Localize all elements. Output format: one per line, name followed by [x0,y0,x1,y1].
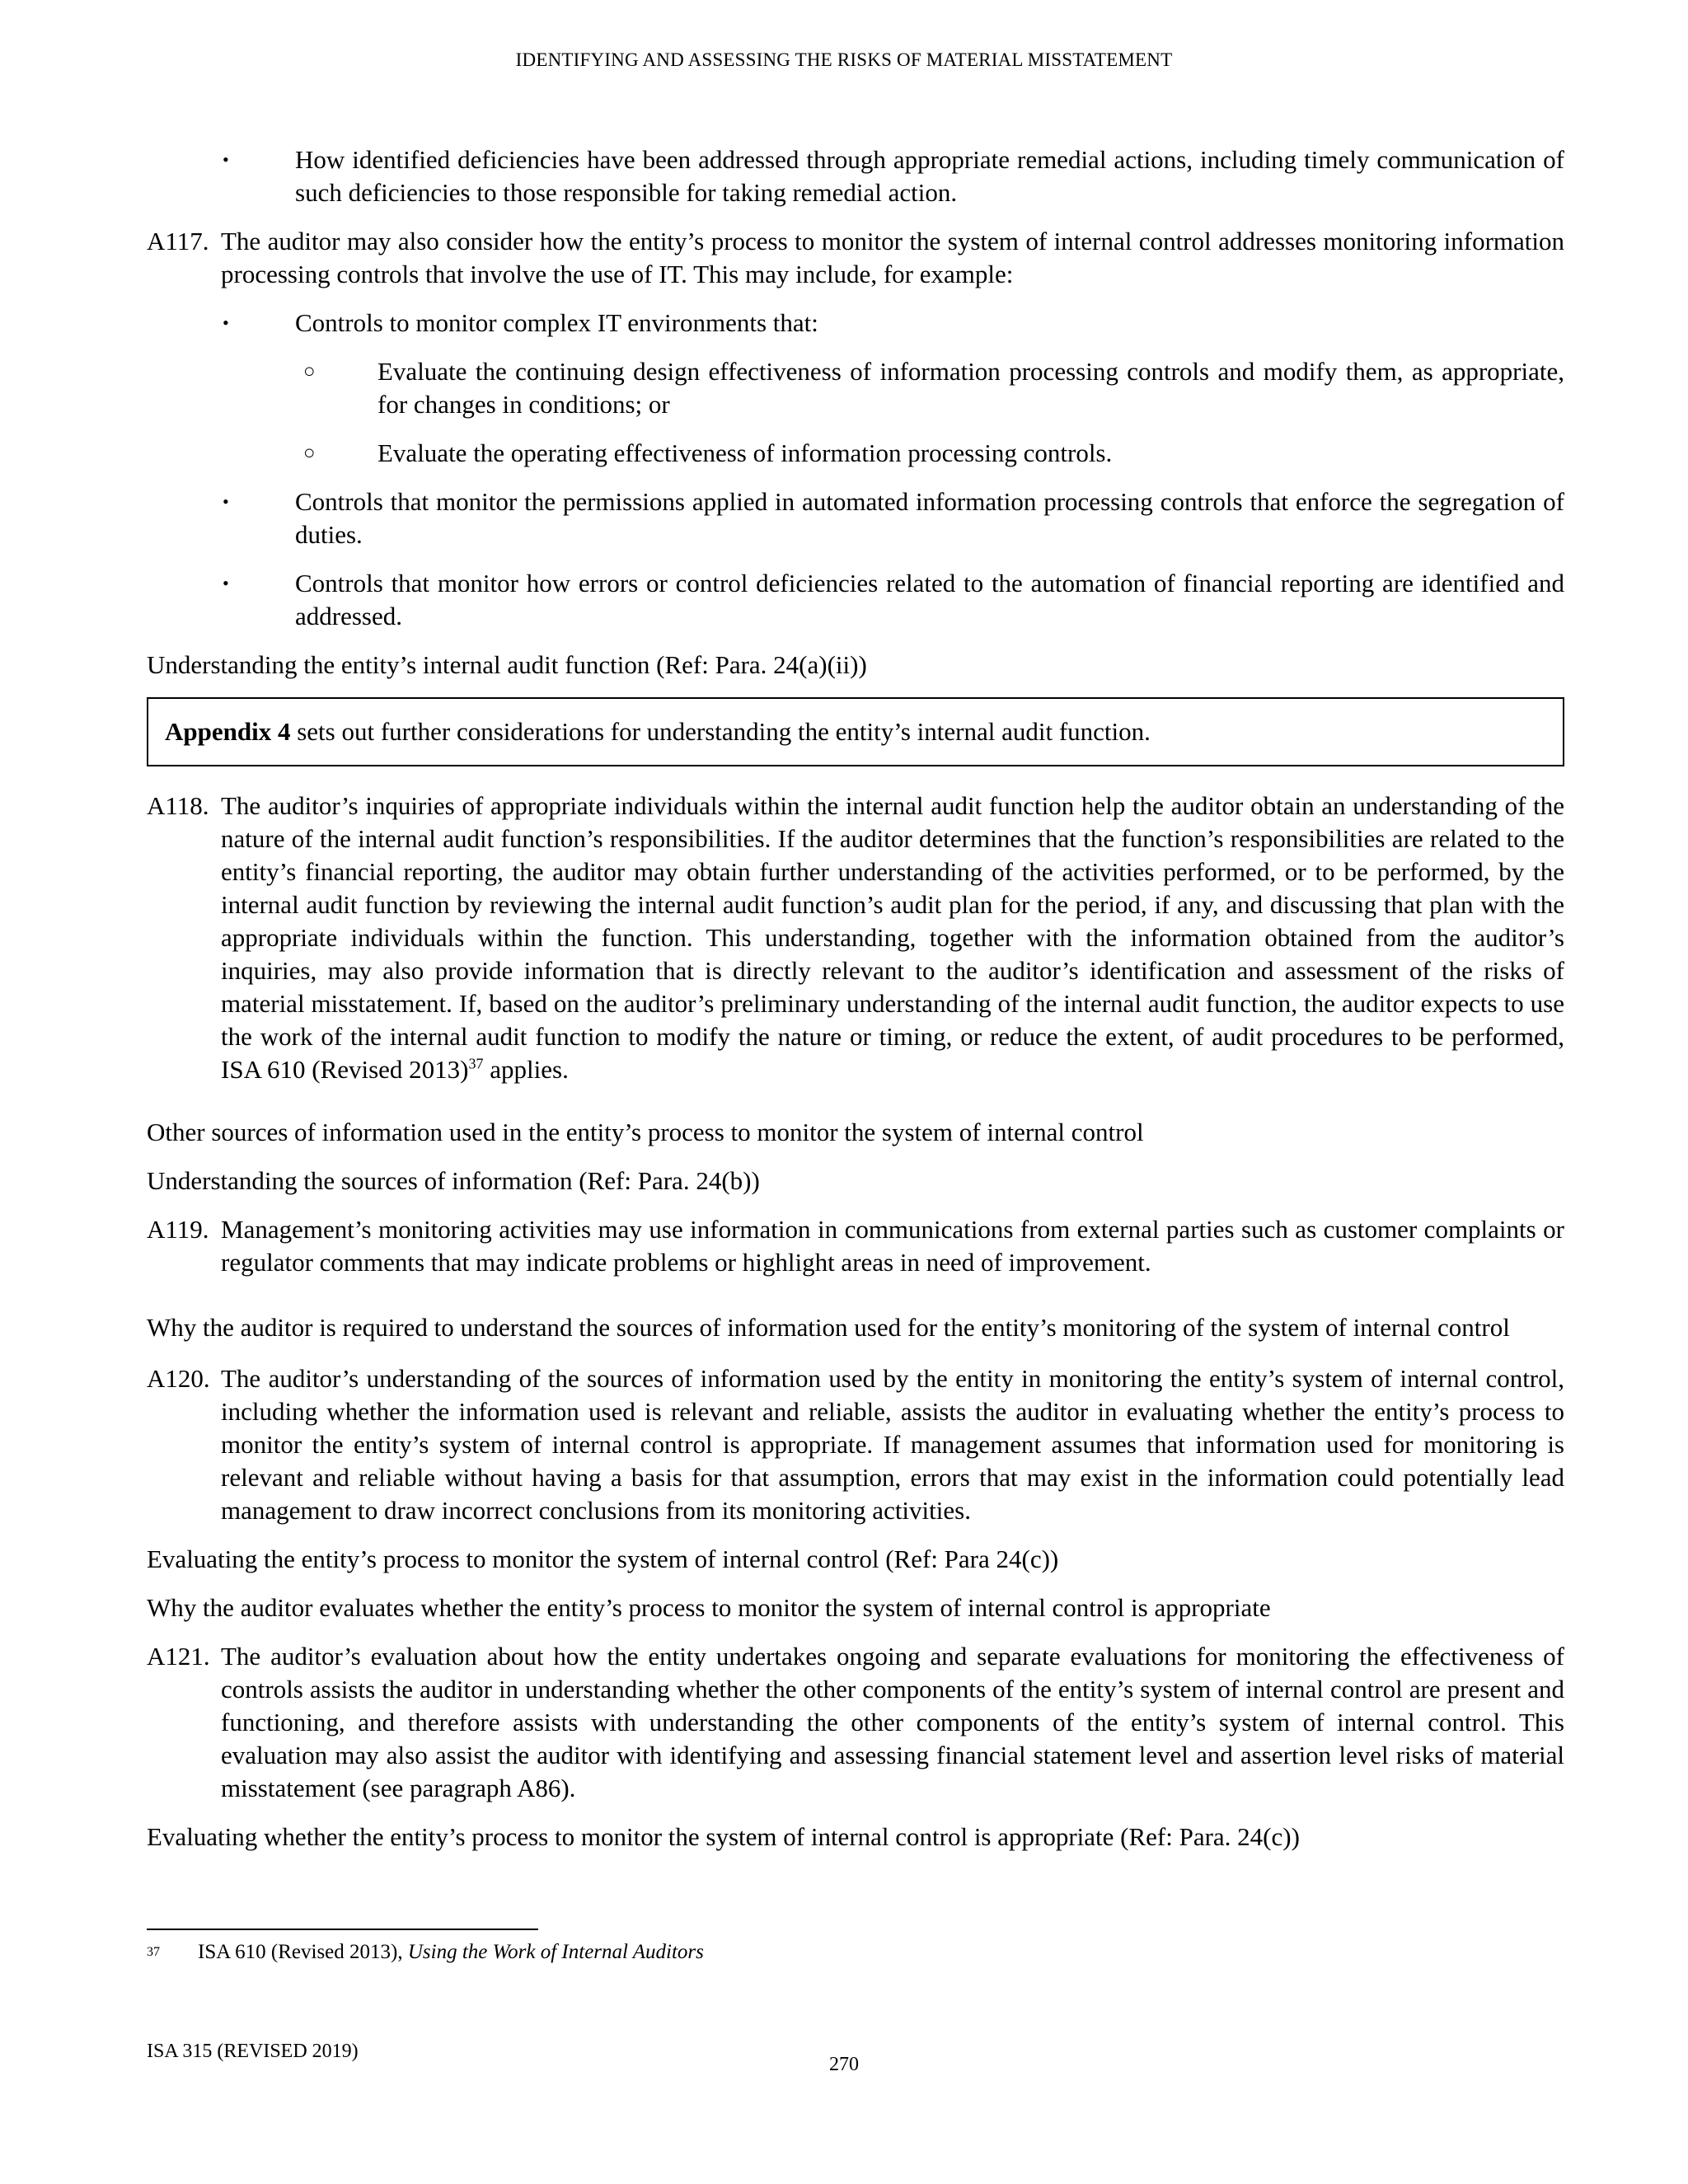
list-item [147,485,1564,551]
list-item-text: Controls that monitor the permissions applied in automated information processing controls that enforce the segregation of duties. [295,487,1564,549]
paragraph-text: Management’s monitoring activities may use information in communications from external parties such as customer complaints or regulator comments that may indicate problems or highlight areas in need of improvement. [221,1215,1564,1277]
section-heading: Understanding the entity’s internal audit function (Ref: Para. 24(a)(ii)) [147,650,867,679]
sub-list-item-text: Evaluate the operating effectiveness of information processing controls. [377,438,1113,467]
paragraph-a121 [147,1640,1564,1805]
footnote-reference[interactable]: 37 [468,1055,484,1072]
paragraph-text: The auditor’s evaluation about how the entity undertakes ongoing and separate evaluations for monitoring the effectiveness of controls assists the auditor in understanding whether the other components of the entity’s system of internal control are present and functioning, and therefore assists with understanding the other components of the entity’s system of internal control. This evaluation may also assist the auditor with identifying and assessing financial statement level and assertion level risks of material misstatement (see paragraph A86). [221,1642,1564,1802]
paragraph-text-end: applies. [483,1055,569,1084]
paragraph-a117 [147,225,1564,291]
bullet-icon: • [223,491,229,512]
footnote-number: 37 [147,1945,160,1959]
page-number: 270 [829,2054,859,2075]
footnote-divider [147,1929,538,1930]
paragraph-number: A118. [147,791,209,820]
footnote-text: ISA 610 (Revised 2013), [198,1941,408,1963]
paragraph-number: A117. [147,227,209,255]
appendix-callout-box [147,697,1564,766]
subsection-heading: Why the auditor evaluates whether the entity’s process to monitor the system of internal control is appropriate [147,1593,1271,1622]
section-heading: Other sources of information used in the entity’s process to monitor the system of internal control [147,1118,1144,1146]
subsection-heading: Why the auditor is required to understand the sources of information used for the entity’s monitoring of the system of internal control [147,1313,1510,1342]
paragraph-a119 [147,1213,1564,1279]
list-item [147,143,1564,209]
paragraph-number: A121. [147,1642,210,1671]
list-item [147,307,1564,340]
footnote [147,1938,704,1966]
circle-bullet-icon: ○ [303,443,316,464]
list-item-text: How identified deficiencies have been addressed through appropriate remedial actions, including timely communication of such deficiencies to those responsible for taking remedial action. [295,145,1564,207]
paragraph-number: A120. [147,1364,210,1393]
sub-list-item-text: Evaluate the continuing design effectiveness of information processing controls and modify them, as appropriate, for changes in conditions; or [377,357,1564,419]
paragraph-text: The auditor’s understanding of the sources of information used by the entity in monitoring the entity’s system of internal control, including whether the information used is relevant and reliable, assists the auditor in evaluating whether the entity’s process to monitor the entity’s system of internal control is appropriate. If management assumes that information used for monitoring is relevant and reliable without having a basis for that assumption, errors that may exist in the information could potentially lead management to draw incorrect conclusions from its monitoring activities. [221,1364,1564,1525]
paragraph-a120 [147,1362,1564,1527]
list-item-text: Controls to monitor complex IT environments that: [295,308,818,337]
callout-text: sets out further considerations for understanding the entity’s internal audit function. [290,717,1151,746]
sub-list-item [147,437,1564,470]
circle-bullet-icon: ○ [303,361,316,382]
subsection-heading: Evaluating whether the entity’s process to monitor the system of internal control is appropriate (Ref: Para. 24(c)) [147,1822,1300,1851]
footer-standard: ISA 315 (REVISED 2019) [147,2041,359,2062]
sub-list-item [147,355,1564,421]
list-item [147,567,1564,633]
page-body [147,143,1564,1869]
appendix-link[interactable]: Appendix 4 [165,717,291,746]
list-item-text: Controls that monitor how errors or control deficiencies related to the automation of financial reporting are identified and addressed. [295,569,1564,630]
paragraph-number: A119. [147,1215,209,1244]
bullet-icon: • [223,149,229,170]
subsection-heading: Understanding the sources of information (Ref: Para. 24(b)) [147,1166,760,1195]
running-header: IDENTIFYING AND ASSESSING THE RISKS OF MATERIAL MISSTATEMENT [515,49,1173,70]
paragraph-text: The auditor’s inquiries of appropriate individuals within the internal audit function help the auditor obtain an understanding of the nature of the internal audit function’s responsibilities. If the auditor determines that the function’s responsibilities are related to the entity’s financial reporting, the auditor may obtain further understanding of the activities performed, or to be performed, by the internal audit function by reviewing the internal audit function’s audit plan for the period, if any, and discussing that plan with the appropriate individuals within the function. This understanding, together with the information obtained from the auditor’s inquiries, may also provide information that is directly relevant to the auditor’s identification and assessment of the risks of material misstatement. If, based on the auditor’s preliminary understanding of the internal audit function, the auditor expects to use the work of the internal audit function to modify the nature or timing, or reduce the extent, of audit procedures to be performed, ISA 610 (Revised 2013) [221,791,1564,1084]
paragraph-text: The auditor may also consider how the entity’s process to monitor the system of internal control addresses monitoring information processing controls that involve the use of IT. This may include, for example: [221,227,1564,288]
bullet-icon: • [223,312,229,333]
paragraph-a118 [147,790,1564,1086]
footnote-title: Using the Work of Internal Auditors [407,1941,704,1963]
section-heading: Evaluating the entity’s process to monitor the system of internal control (Ref: Para 24(c)) [147,1544,1059,1573]
bullet-icon: • [223,573,229,593]
